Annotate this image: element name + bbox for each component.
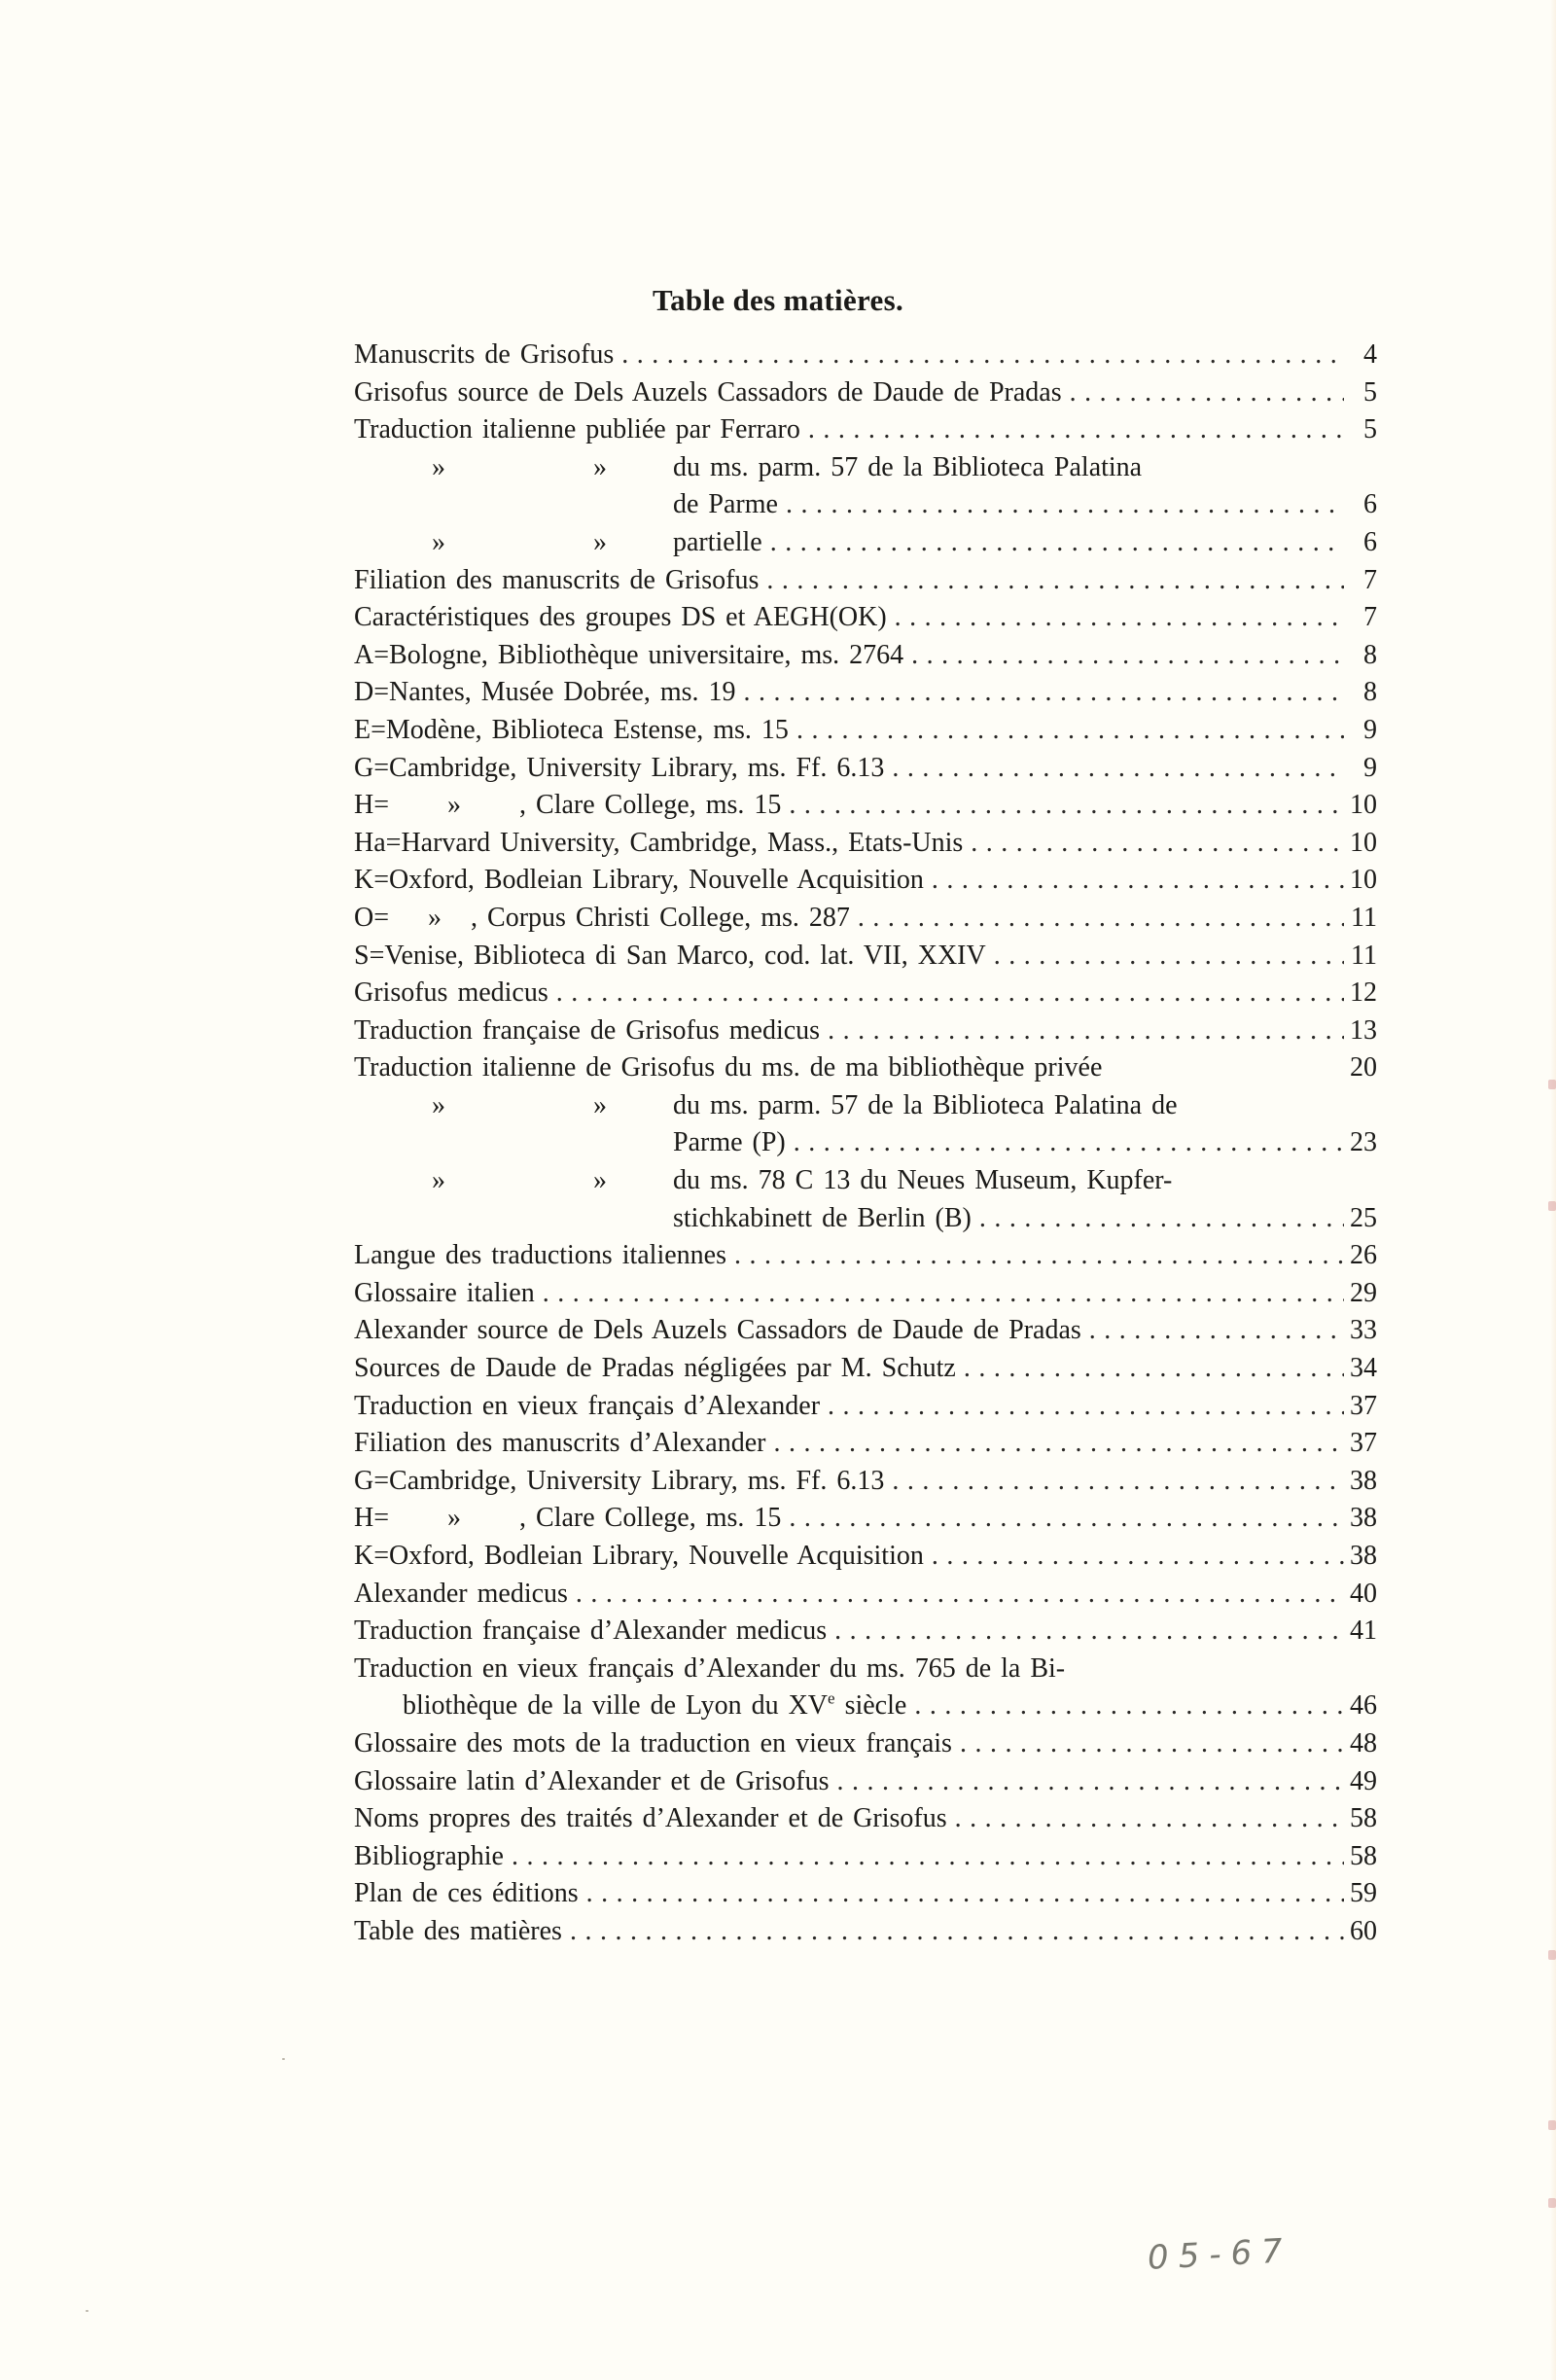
dot-leader bbox=[911, 637, 1344, 675]
toc-entry-title bbox=[354, 1425, 765, 1463]
toc-entry-title-text: Bibliographie bbox=[354, 1840, 504, 1871]
toc-entry-text-wrap bbox=[354, 900, 1350, 938]
toc-entry-title-text: Ha=Harvard University, Cambridge, Mass., Etats-Unis bbox=[354, 827, 964, 858]
toc-entry bbox=[354, 1800, 1377, 1838]
toc-entry bbox=[354, 900, 1377, 938]
toc-entry bbox=[354, 1312, 1377, 1350]
toc-entry bbox=[354, 411, 1377, 449]
toc-entry bbox=[354, 750, 1377, 788]
toc-entry-title-text: G=Cambridge, University Library, ms. Ff. 6.13 bbox=[354, 1465, 885, 1496]
page-number: 25 bbox=[1350, 1202, 1377, 1233]
edge-mark bbox=[1548, 1201, 1556, 1211]
toc-entry-text-wrap bbox=[354, 1312, 1350, 1350]
dot-leader bbox=[1089, 1312, 1344, 1350]
toc-entry-title bbox=[354, 1913, 562, 1951]
toc-entry-text-wrap bbox=[354, 712, 1350, 750]
toc-entry-title bbox=[354, 1800, 947, 1838]
toc-entry-title bbox=[354, 1463, 884, 1501]
dot-leader bbox=[576, 1576, 1344, 1614]
toc-entry-title bbox=[354, 750, 884, 788]
toc-entry-title-text: Table des matières bbox=[354, 1915, 562, 1946]
toc-entry-title bbox=[673, 1124, 786, 1162]
toc-entry-title-text: Langue des traductions italiennes bbox=[354, 1240, 726, 1271]
paper-speck bbox=[282, 2058, 285, 2060]
toc-entry-title-text: G=Cambridge, University Library, ms. Ff. 6.13 bbox=[354, 752, 885, 783]
toc-entry bbox=[354, 1237, 1377, 1275]
toc-entry bbox=[354, 1875, 1377, 1913]
toc-entry bbox=[354, 712, 1377, 750]
toc-entry-text-wrap bbox=[354, 524, 1350, 562]
toc-entry bbox=[354, 637, 1377, 675]
toc-entry-text-wrap bbox=[354, 862, 1350, 900]
toc-entry bbox=[354, 1913, 1377, 1951]
toc-entry-title-text: Traduction en vieux français d’Alexander bbox=[354, 1390, 821, 1421]
toc-entry-text-wrap bbox=[354, 637, 1350, 675]
toc-entry-title bbox=[354, 674, 736, 712]
page-number: 60 bbox=[1350, 1915, 1377, 1946]
toc-entry bbox=[354, 1576, 1377, 1614]
toc-entry bbox=[354, 562, 1377, 600]
toc-entry bbox=[354, 599, 1377, 637]
edge-mark bbox=[1548, 1950, 1556, 1960]
page-number: 4 bbox=[1363, 339, 1377, 370]
page-number: 7 bbox=[1363, 602, 1377, 633]
toc-entry-title-text: Glossaire latin d’Alexander et de Grisofus bbox=[354, 1765, 830, 1796]
toc-entry-title-text: E=Modène, Biblioteca Estense, ms. 15 bbox=[354, 714, 789, 745]
toc-entry bbox=[354, 449, 1377, 487]
toc-entry-title bbox=[354, 825, 963, 863]
page-number: 8 bbox=[1363, 677, 1377, 708]
toc-entry-text-wrap bbox=[354, 1087, 1350, 1125]
toc-entry bbox=[354, 1687, 1377, 1725]
toc-entry-text-wrap bbox=[354, 1275, 1350, 1313]
toc-entry-title-text: Traduction italienne publiée par Ferraro bbox=[354, 414, 800, 445]
toc-entry-title bbox=[354, 1388, 820, 1426]
toc-entry-title-text: partielle bbox=[673, 526, 762, 557]
toc-entry-title-text: K=Oxford, Bodleian Library, Nouvelle Acquisition bbox=[354, 865, 924, 896]
dot-leader bbox=[808, 411, 1344, 449]
toc-entry-text-wrap bbox=[354, 1913, 1350, 1951]
page-number: 6 bbox=[1363, 489, 1377, 520]
page-number: 11 bbox=[1351, 902, 1377, 933]
page-number: 37 bbox=[1350, 1428, 1377, 1459]
dot-leader bbox=[971, 825, 1344, 863]
toc-entry-title-text: Sources de Daude de Pradas négligées par M. Schutz bbox=[354, 1353, 956, 1384]
dot-leader bbox=[1070, 374, 1344, 412]
toc-entry bbox=[354, 1463, 1377, 1501]
toc-entry-title bbox=[403, 1687, 906, 1725]
toc-entry bbox=[354, 1087, 1377, 1125]
toc-entry bbox=[354, 825, 1377, 863]
toc-entry-title bbox=[354, 1350, 956, 1388]
toc-entry-text-wrap bbox=[354, 1651, 1350, 1688]
dot-leader bbox=[828, 1012, 1344, 1050]
toc-entry-title bbox=[354, 1875, 579, 1913]
dot-leader bbox=[543, 1275, 1344, 1313]
page-number: 38 bbox=[1350, 1541, 1377, 1571]
toc-entry bbox=[354, 1162, 1377, 1200]
page-number: 37 bbox=[1350, 1390, 1377, 1421]
dot-leader bbox=[960, 1725, 1344, 1763]
dot-leader bbox=[994, 938, 1344, 976]
dot-leader bbox=[621, 337, 1344, 374]
page-edge bbox=[1550, 0, 1556, 2380]
dot-leader bbox=[964, 1350, 1344, 1388]
dot-leader bbox=[556, 975, 1344, 1012]
toc-entry-text-wrap bbox=[354, 1237, 1350, 1275]
toc-entry-title-text: Alexander source de Dels Auzels Cassadors de Daude de Pradas bbox=[354, 1315, 1081, 1346]
toc-entry-title-text: Parme (P) bbox=[673, 1127, 786, 1158]
toc-entry-title-text: Alexander medicus bbox=[354, 1578, 568, 1609]
toc-entry bbox=[354, 1350, 1377, 1388]
toc-entry-title bbox=[354, 1613, 827, 1651]
toc-entry-title bbox=[354, 1049, 1102, 1087]
toc-entry-title-text: du ms. parm. 57 de la Biblioteca Palatina bbox=[673, 451, 1143, 482]
toc-entry bbox=[354, 1613, 1377, 1651]
toc-entry bbox=[354, 1124, 1377, 1162]
toc-entry-title bbox=[354, 1500, 781, 1538]
dot-leader bbox=[828, 1388, 1344, 1426]
handwritten-note: 05-67 bbox=[1147, 2231, 1293, 2278]
toc-entry-title-text: Traduction italienne de Grisofus du ms. de ma bibliothèque privée bbox=[354, 1052, 1103, 1083]
ditto-mark: » bbox=[432, 526, 445, 557]
toc-entry-title bbox=[673, 1162, 1172, 1200]
toc-entry-title bbox=[354, 975, 548, 1012]
toc-entry bbox=[354, 674, 1377, 712]
toc-entry bbox=[354, 1388, 1377, 1426]
toc-entry-title bbox=[673, 1087, 1178, 1125]
toc-entry-text-wrap bbox=[354, 674, 1350, 712]
page-number: 58 bbox=[1350, 1803, 1377, 1834]
toc-entry-title bbox=[354, 1838, 504, 1876]
toc-entry-title bbox=[354, 562, 759, 600]
dot-leader bbox=[744, 674, 1345, 712]
ditto-mark: » bbox=[432, 1165, 445, 1196]
toc-entry-text-wrap bbox=[354, 1875, 1350, 1913]
page-number: 10 bbox=[1350, 827, 1377, 858]
page-number: 5 bbox=[1363, 376, 1377, 408]
edge-mark bbox=[1548, 2120, 1556, 2130]
toc-entry-text-wrap bbox=[354, 486, 1350, 524]
dot-leader bbox=[512, 1838, 1344, 1876]
edge-mark bbox=[1548, 2198, 1556, 2208]
page-number: 40 bbox=[1350, 1578, 1377, 1609]
toc-entry-text-wrap bbox=[354, 1463, 1350, 1501]
dot-leader bbox=[766, 562, 1344, 600]
toc-entry-title-text: bliothèque de la ville de Lyon du XV bbox=[403, 1690, 829, 1722]
toc-entry-text-wrap bbox=[354, 938, 1350, 976]
toc-entry-title bbox=[354, 411, 800, 449]
page-number: 26 bbox=[1350, 1240, 1377, 1271]
toc-entry bbox=[354, 1725, 1377, 1763]
dot-leader bbox=[932, 862, 1344, 900]
toc-entry-text-wrap bbox=[354, 1388, 1350, 1426]
toc-entry-title bbox=[354, 1275, 535, 1313]
toc-entry-title bbox=[354, 900, 850, 938]
toc-entry-text-wrap bbox=[354, 1124, 1350, 1162]
toc-entry-text-wrap bbox=[354, 1162, 1350, 1200]
toc-entry bbox=[354, 862, 1377, 900]
toc-entry-title-text: H= » , Clare College, ms. 15 bbox=[354, 1503, 782, 1534]
toc-entry-text-wrap bbox=[354, 337, 1350, 374]
toc-entry-title bbox=[673, 449, 1142, 487]
toc-entry bbox=[354, 486, 1377, 524]
toc-entry-title bbox=[673, 1200, 972, 1238]
toc-entry-title-text: Traduction française de Grisofus medicus bbox=[354, 1014, 821, 1046]
toc-entry-title-text: S=Venise, Biblioteca di San Marco, cod. lat. VII, XXIV bbox=[354, 940, 986, 971]
toc-entry-text-wrap bbox=[354, 374, 1350, 412]
dot-leader bbox=[914, 1687, 1344, 1725]
page-number: 13 bbox=[1350, 1014, 1377, 1046]
page-number: 12 bbox=[1350, 977, 1377, 1009]
toc-entry-title bbox=[673, 486, 778, 524]
page-number: 38 bbox=[1350, 1465, 1377, 1496]
ditto-mark: » bbox=[432, 451, 445, 482]
toc-entry bbox=[354, 1500, 1377, 1538]
dot-leader bbox=[789, 787, 1344, 825]
page-number: 20 bbox=[1350, 1052, 1377, 1083]
toc-entry-title bbox=[354, 1651, 1065, 1688]
toc-entry-text-wrap bbox=[354, 411, 1350, 449]
toc-entry-text-wrap bbox=[354, 787, 1350, 825]
toc-entry-text-wrap bbox=[354, 449, 1350, 487]
toc-entry bbox=[354, 1049, 1377, 1087]
page-number: 6 bbox=[1363, 526, 1377, 557]
toc-entry bbox=[354, 1200, 1377, 1238]
toc-entry-title-text: O= » , Corpus Christi College, ms. 287 bbox=[354, 902, 850, 933]
toc-entry-title-text: D=Nantes, Musée Dobrée, ms. 19 bbox=[354, 677, 736, 708]
toc-entry-title-text: Grisofus source de Dels Auzels Cassadors de Daude de Pradas bbox=[354, 376, 1062, 408]
toc-entry bbox=[354, 337, 1377, 374]
dot-leader bbox=[796, 712, 1344, 750]
dot-leader bbox=[773, 1425, 1344, 1463]
toc-entry-text-wrap bbox=[354, 1538, 1350, 1576]
toc-entry-text-wrap bbox=[354, 1012, 1350, 1050]
toc-entry-title bbox=[354, 1538, 924, 1576]
toc-entry-title-text: Filiation des manuscrits de Grisofus bbox=[354, 564, 760, 595]
dot-leader bbox=[786, 486, 1344, 524]
toc-entry-title bbox=[354, 1576, 568, 1614]
toc-entry-title bbox=[354, 712, 789, 750]
toc-entry-text-wrap bbox=[354, 1500, 1350, 1538]
toc-entry-title-text: de Parme bbox=[673, 489, 778, 520]
toc-entry-title bbox=[354, 374, 1062, 412]
toc-entry bbox=[354, 1275, 1377, 1313]
dot-leader bbox=[837, 1763, 1344, 1801]
dot-leader bbox=[955, 1800, 1344, 1838]
toc-entry-text-wrap bbox=[354, 1200, 1350, 1238]
dot-leader bbox=[858, 900, 1344, 938]
toc-entry-title-text: Traduction française d’Alexander medicus bbox=[354, 1616, 828, 1647]
toc-entry-title-text: Manuscrits de Grisofus bbox=[354, 339, 615, 370]
edge-mark bbox=[1548, 1080, 1556, 1089]
toc-entry bbox=[354, 1838, 1377, 1876]
page-number: 49 bbox=[1350, 1765, 1377, 1796]
toc-entry-title bbox=[354, 1763, 830, 1801]
toc-entry-title bbox=[354, 337, 614, 374]
toc-entry-title bbox=[354, 1725, 952, 1763]
toc-entry-text-wrap bbox=[354, 750, 1350, 788]
toc-entry bbox=[354, 524, 1377, 562]
toc-entry bbox=[354, 787, 1377, 825]
toc-entry-title-text: Grisofus medicus bbox=[354, 977, 548, 1009]
page-number: 29 bbox=[1350, 1277, 1377, 1308]
page-number: 5 bbox=[1363, 414, 1377, 445]
toc-entry-title-text: siècle bbox=[834, 1690, 907, 1722]
page-number: 7 bbox=[1363, 564, 1377, 595]
dot-leader bbox=[789, 1500, 1344, 1538]
page-number: 9 bbox=[1363, 752, 1377, 783]
dot-leader bbox=[834, 1613, 1344, 1651]
dot-leader bbox=[892, 750, 1344, 788]
toc-entry-text-wrap bbox=[354, 1049, 1350, 1087]
toc-entry-title-text: Plan de ces éditions bbox=[354, 1878, 579, 1909]
page-number: 33 bbox=[1350, 1315, 1377, 1346]
toc-entry bbox=[354, 374, 1377, 412]
toc-entry-title-text: Traduction en vieux français d’Alexander du ms. 765 de la Bi- bbox=[354, 1652, 1066, 1684]
toc-entry bbox=[354, 1538, 1377, 1576]
dot-leader bbox=[586, 1875, 1344, 1913]
toc-entry-title-text: Glossaire italien bbox=[354, 1277, 535, 1308]
toc-entry-title-text: A=Bologne, Bibliothèque universitaire, ms. 2764 bbox=[354, 639, 904, 670]
toc-entry-title-text: Glossaire des mots de la traduction en vieux français bbox=[354, 1727, 952, 1758]
page-number: 38 bbox=[1350, 1503, 1377, 1534]
toc-entry-text-wrap bbox=[354, 975, 1350, 1012]
toc-entry bbox=[354, 1651, 1377, 1688]
dot-leader bbox=[979, 1200, 1344, 1238]
ditto-mark: » bbox=[593, 451, 607, 482]
page-number: 46 bbox=[1350, 1690, 1377, 1722]
toc-entry bbox=[354, 1425, 1377, 1463]
toc-entry-title bbox=[354, 1012, 820, 1050]
toc-entry bbox=[354, 1763, 1377, 1801]
ditto-mark: » bbox=[593, 1165, 607, 1196]
toc-entry-text-wrap bbox=[354, 1613, 1350, 1651]
toc-entry-title-text: du ms. 78 C 13 du Neues Museum, Kupfer- bbox=[673, 1165, 1173, 1196]
toc-entry bbox=[354, 938, 1377, 976]
toc-entry-title-text: H= » , Clare College, ms. 15 bbox=[354, 790, 782, 821]
toc-entry-text-wrap bbox=[354, 1576, 1350, 1614]
toc-entry bbox=[354, 1012, 1377, 1050]
page-number: 9 bbox=[1363, 714, 1377, 745]
toc-entry bbox=[354, 975, 1377, 1012]
page-number: 41 bbox=[1350, 1616, 1377, 1647]
toc-entry-text-wrap bbox=[354, 1838, 1350, 1876]
toc-entry-text-wrap bbox=[354, 1725, 1350, 1763]
toc-entry-text-wrap bbox=[354, 1763, 1350, 1801]
ditto-mark: » bbox=[593, 526, 607, 557]
ditto-mark: » bbox=[432, 1089, 445, 1120]
toc-entry-title-text: Noms propres des traités d’Alexander et de Grisofus bbox=[354, 1803, 947, 1834]
page-number: 10 bbox=[1350, 790, 1377, 821]
page-number: 8 bbox=[1363, 639, 1377, 670]
toc-entry-title bbox=[354, 938, 986, 976]
page-number: 59 bbox=[1350, 1878, 1377, 1909]
toc-entry-title bbox=[354, 1237, 726, 1275]
toc-entry-title-text: Filiation des manuscrits d’Alexander bbox=[354, 1428, 766, 1459]
toc-entry-text-wrap bbox=[354, 1800, 1350, 1838]
page-number: 23 bbox=[1350, 1127, 1377, 1158]
table-of-contents bbox=[354, 337, 1377, 1951]
page-title: Table des matières. bbox=[653, 282, 903, 317]
dot-leader bbox=[895, 599, 1344, 637]
toc-entry-title-text: K=Oxford, Bodleian Library, Nouvelle Acquisition bbox=[354, 1541, 924, 1571]
toc-entry-title-text: Caractéristiques des groupes DS et AEGH(OK) bbox=[354, 602, 887, 633]
page-number: 48 bbox=[1350, 1727, 1377, 1758]
toc-entry-text-wrap bbox=[354, 1350, 1350, 1388]
toc-entry-title-text: du ms. parm. 57 de la Biblioteca Palatina de bbox=[673, 1089, 1178, 1120]
toc-entry-text-wrap bbox=[354, 825, 1350, 863]
dot-leader bbox=[770, 524, 1344, 562]
dot-leader bbox=[892, 1463, 1344, 1501]
page-number: 11 bbox=[1351, 940, 1377, 971]
superscript: e bbox=[828, 1689, 835, 1709]
toc-entry-text-wrap bbox=[354, 1425, 1350, 1463]
toc-entry-title bbox=[673, 524, 762, 562]
page-number: 34 bbox=[1350, 1353, 1377, 1384]
toc-entry-text-wrap bbox=[354, 1687, 1350, 1725]
toc-entry-text-wrap bbox=[354, 562, 1350, 600]
toc-entry-title bbox=[354, 787, 781, 825]
toc-entry-title bbox=[354, 599, 887, 637]
page-number: 10 bbox=[1350, 865, 1377, 896]
toc-entry-title-text: stichkabinett de Berlin (B) bbox=[673, 1202, 972, 1233]
toc-entry-text-wrap bbox=[354, 599, 1350, 637]
dot-leader bbox=[570, 1913, 1344, 1951]
toc-entry-title bbox=[354, 1312, 1081, 1350]
toc-entry-title bbox=[354, 637, 903, 675]
toc-entry-title bbox=[354, 862, 924, 900]
dot-leader bbox=[734, 1237, 1344, 1275]
page-number: 58 bbox=[1350, 1840, 1377, 1871]
paper-speck bbox=[86, 2310, 88, 2312]
dot-leader bbox=[794, 1124, 1344, 1162]
ditto-mark: » bbox=[593, 1089, 607, 1120]
dot-leader bbox=[932, 1538, 1344, 1576]
